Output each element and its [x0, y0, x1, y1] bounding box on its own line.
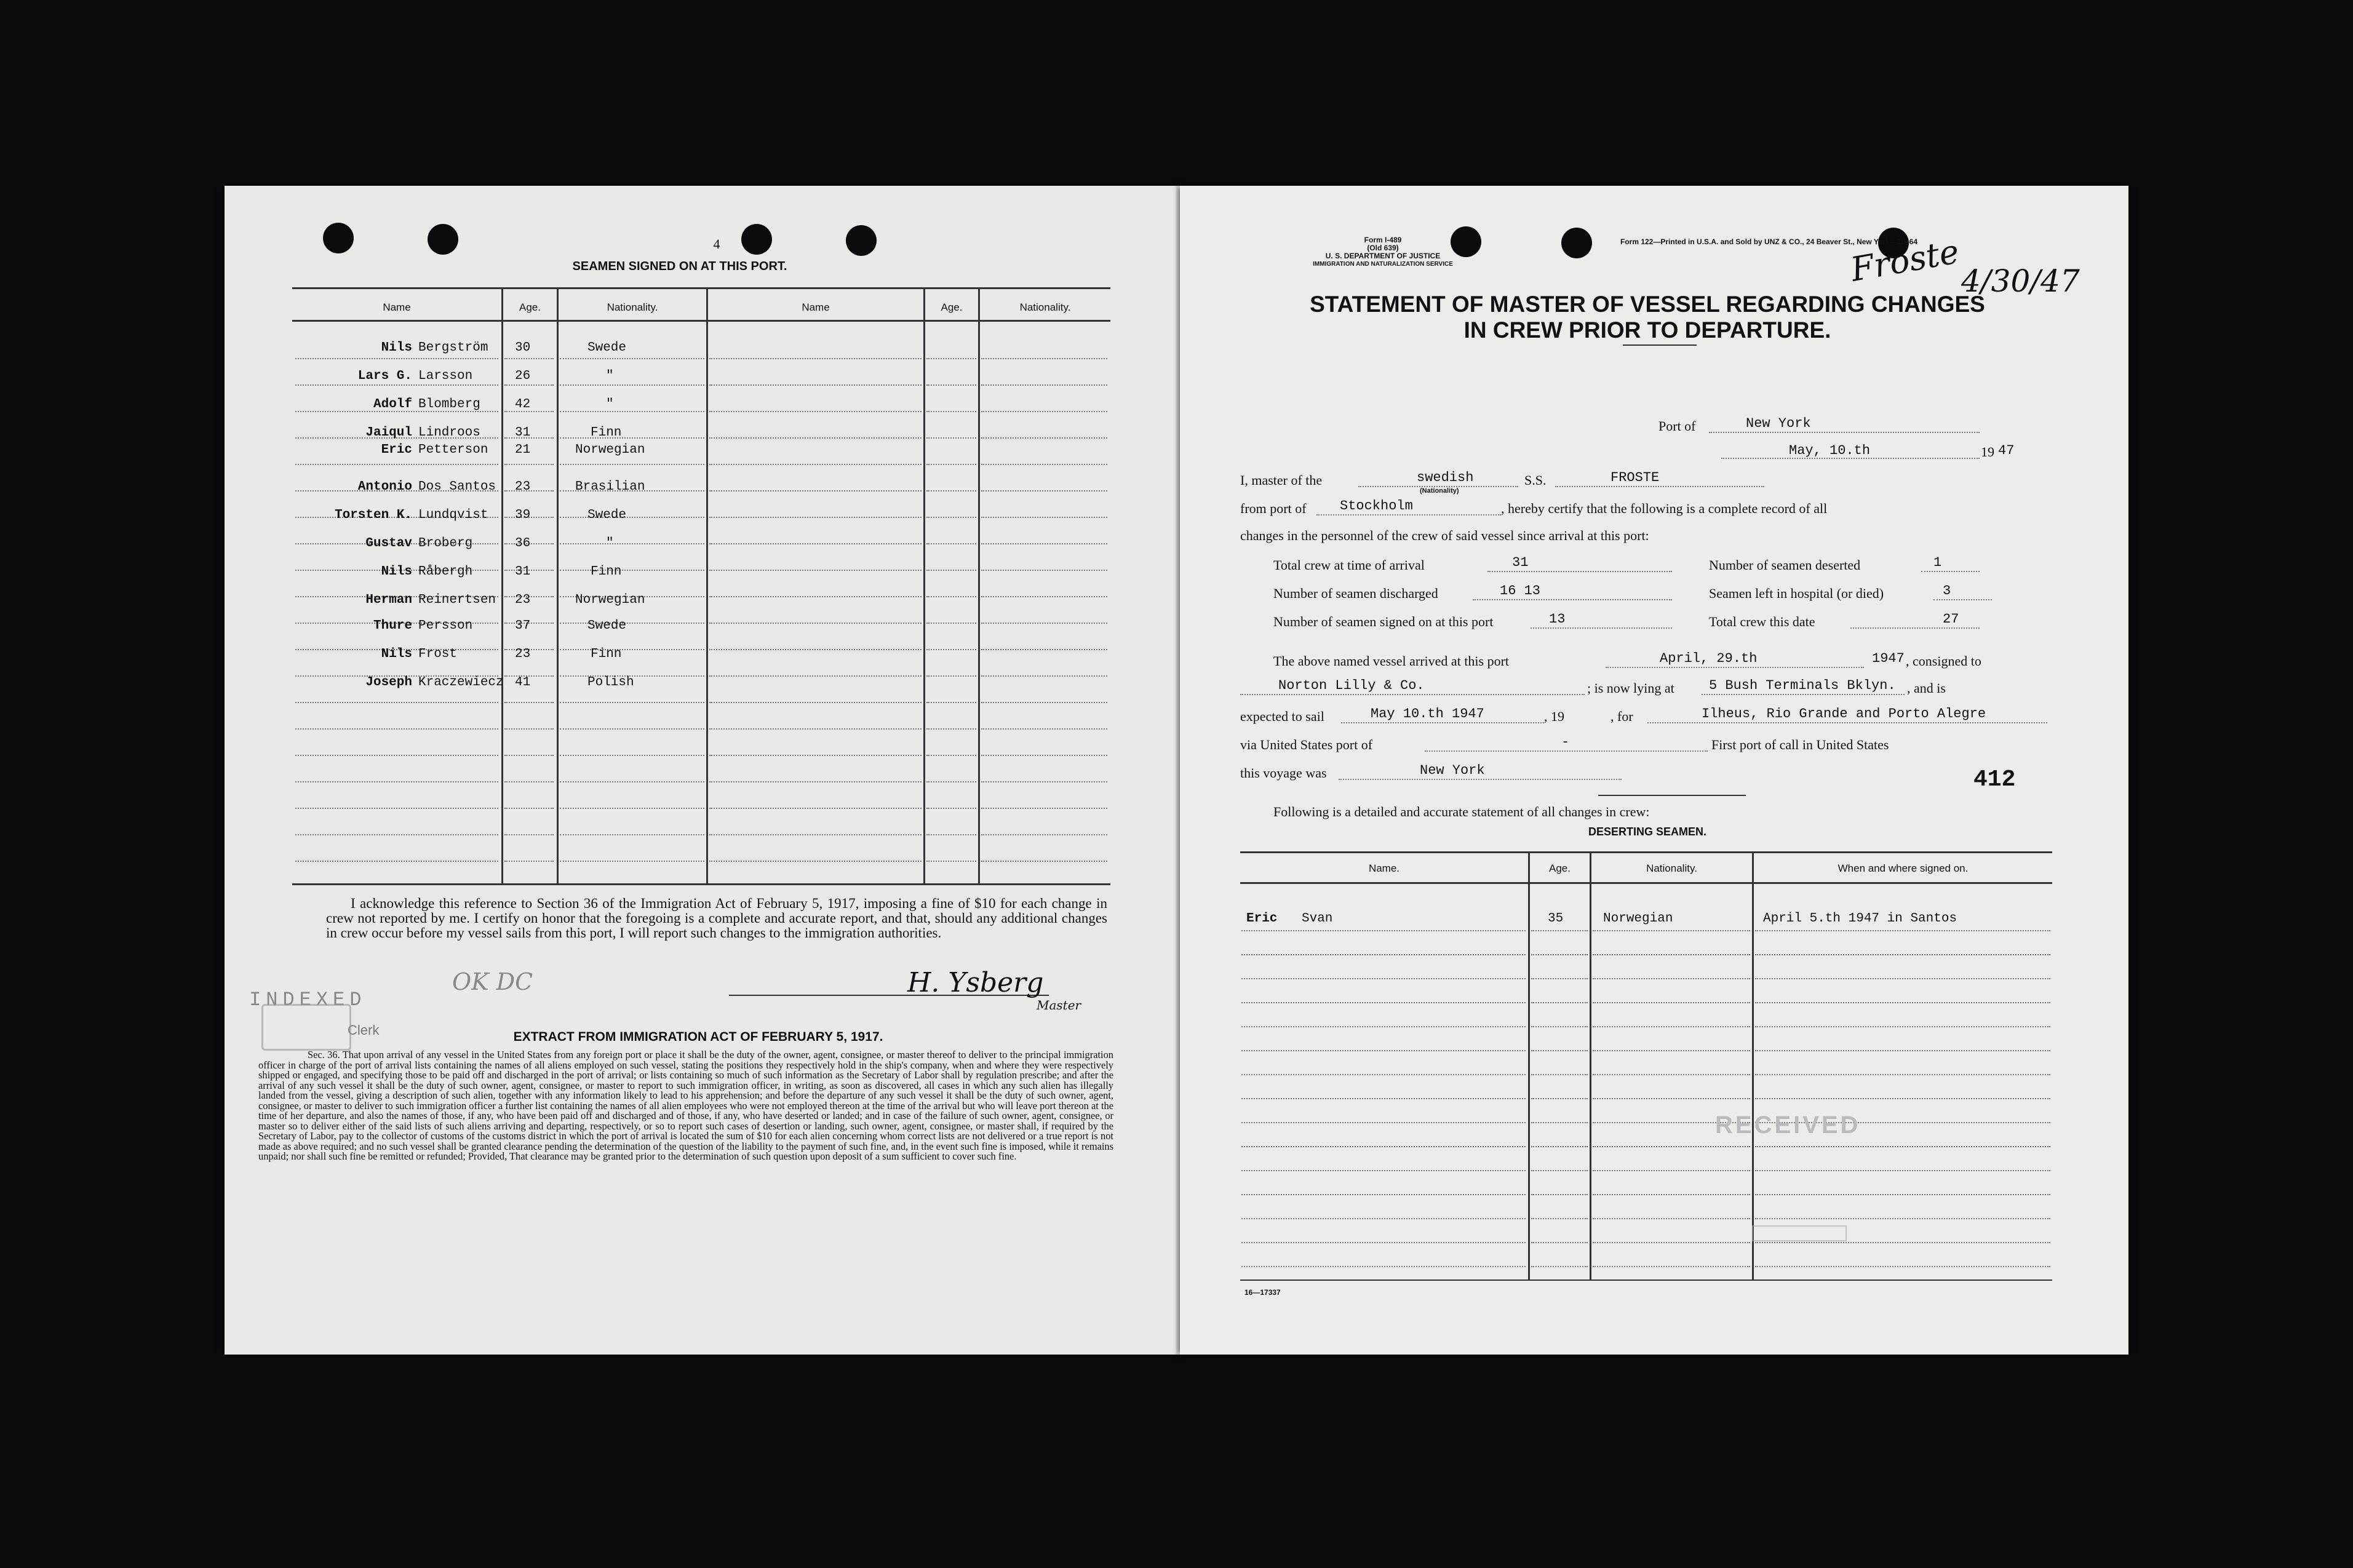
row-rule	[1593, 1218, 1750, 1219]
row-rule	[981, 517, 1107, 518]
separator-rule	[1598, 795, 1746, 796]
row-rule	[560, 861, 704, 862]
table-row: Eric Svan 35 Norwegian April 5.th 1947 in Santos	[1246, 912, 1957, 926]
row-rule	[709, 702, 922, 703]
consigned-label: , consigned to	[1906, 653, 1981, 669]
for-label: , for	[1610, 709, 1633, 724]
list-item: Jaiqul Lindroos 31 Finn	[365, 426, 622, 440]
total-crew-value: 27	[1943, 611, 1959, 627]
row-rule	[926, 543, 976, 544]
row-rule	[981, 702, 1107, 703]
port-line	[1709, 432, 1980, 433]
row-rule	[926, 596, 976, 597]
row-rule	[1755, 978, 2050, 979]
table-top-rule	[292, 287, 1110, 289]
signed-on-label: Number of seamen signed on at this port	[1273, 614, 1494, 629]
arrived-year: 1947	[1872, 651, 1905, 666]
via-line	[1425, 750, 1708, 752]
row-rule	[709, 649, 922, 650]
year-value: 47	[1998, 443, 2015, 458]
list-item: Nils Frost 23 Finn	[381, 647, 622, 661]
voyage-label: this voyage was	[1240, 765, 1327, 781]
row-rule	[1241, 1170, 1526, 1171]
total-arrival-line	[1487, 571, 1672, 572]
and-is-label: , and is	[1907, 680, 1946, 696]
row-rule	[709, 437, 922, 439]
row-rule	[1531, 1002, 1588, 1003]
row-rule	[981, 861, 1107, 862]
row-rule	[1531, 1170, 1588, 1171]
row-rule	[504, 728, 554, 730]
lying-line	[1702, 694, 1905, 695]
row-rule	[1593, 1266, 1750, 1267]
row-rule	[1755, 1146, 2050, 1147]
row-rule	[981, 728, 1107, 730]
row-rule	[981, 464, 1107, 465]
row-rule	[709, 596, 922, 597]
row-rule	[1241, 1218, 1526, 1219]
row-rule	[709, 543, 922, 544]
extract-text: Sec. 36. That upon arrival of any vessel in the United States from any foreign port or place it shall be the duty of the owner, agent, consignee, or master thereof to deliver to the principal immigration officer in charge of the port of arrival lists containing the names of all aliens employed on such vessel, stating the positions they respectively hold in the ship's company, when and where they were respectively shipped or engaged, and specifying those to be paid off and discharged in the port of arrival; or lists containing so much of such information as the Secretary of Labor shall by regulation prescribe; and after the arrival of any such vessel it shall be the duty of such owner, agent, consignee, or master to report to such immigration officer, in writing, as soon as discovered, all cases in which any such alien has illegally landed from the vessel, giving a description of such alien, together with any information likely to lead to his apprehension; and before the departure of any such vessel it shall be the duty of such owner, agent, consignee, or master to deliver to such immigration officer a further list containing the names of all alien employees who were not employed thereon at the time of the arrival but who will leave port thereon at the time of her departure, and also the names of those, if any, who have been paid off and discharged and of those, if any, who have deserted or landed; and in case of the failure of such owner, agent, consignee, or master so to deliver either of the said lists of such aliens arriving and departing, respectively, or so to report such cases of desertion or landing, such owner, agent, consignee, or master shall, if required by the Secretary of Labor, pay to the collector of customs of the customs district in which the port of arrival is located the sum of $10 for each alien concerning whom correct lists are not delivered or a true report is not made as above required; and no such vessel shall be granted clearance pending the determination of the question of the liability to the payment of such fine, and, in the event such fine is imposed, while it remains unpaid; nor shall such fine be remitted or refunded; Provided, That clearance may be granted prior to the determination of such question upon deposit of a sum sufficient to cover such fine.	[258, 1049, 1113, 1162]
row-rule	[709, 728, 922, 730]
master-label: Master	[1037, 998, 1081, 1013]
punch-hole	[741, 224, 772, 255]
voyage-value: New York	[1420, 763, 1485, 778]
acknowledgement-paragraph: I acknowledge this reference to Section 36 of the Immigration Act of February 5, 1917, imposing a fine of $10 for each change in crew not reported by me. I certify on honor that the foregoing is a complete and accurate report, and that, should any additional changes in crew occur before my vessel sails from this port, I will report such changes to the immigration authorities.	[326, 896, 1107, 941]
row-rule	[1531, 1050, 1588, 1051]
deserted-line	[1921, 571, 1980, 572]
port-label: Port of	[1658, 418, 1696, 434]
row-rule	[709, 384, 922, 386]
deserted-value: 1	[1933, 555, 1942, 570]
extract-title: EXTRACT FROM IMMIGRATION ACT OF FEBRUARY 5, 1917.	[513, 1030, 883, 1044]
row-rule	[1755, 1170, 2050, 1171]
deserting-header-rule	[1240, 882, 2052, 884]
row-rule	[560, 755, 704, 756]
row-rule	[926, 834, 976, 835]
row-rule	[295, 755, 498, 756]
nationality-value: swedish	[1417, 470, 1474, 485]
row-rule	[1241, 954, 1526, 955]
row-rule	[1241, 1050, 1526, 1051]
hospital-value: 3	[1943, 583, 1951, 599]
header-name: Name	[383, 301, 411, 313]
row-rule	[926, 464, 976, 465]
clerk-stamp	[261, 1004, 351, 1051]
header-nationality-2: Nationality.	[1019, 301, 1071, 313]
row-rule	[926, 702, 976, 703]
list-item: Joseph Kraczewiecz 41 Polish	[365, 675, 634, 690]
row-rule	[981, 411, 1107, 412]
row-rule	[504, 755, 554, 756]
certify-text: , hereby certify that the following is a complete record of all	[1501, 501, 1828, 516]
row-rule	[1241, 1194, 1526, 1195]
row-rule	[926, 675, 976, 677]
row-rule	[1531, 1098, 1588, 1099]
deserting-top-rule	[1240, 851, 2052, 853]
row-rule	[295, 834, 498, 835]
row-rule	[709, 358, 922, 359]
voyage-line	[1339, 779, 1622, 780]
list-item: Herman Reinertsen 23 Norwegian	[365, 593, 645, 607]
row-rule	[1593, 1050, 1750, 1051]
row-rule	[1241, 1266, 1526, 1267]
row-rule	[709, 781, 922, 782]
row-rule	[926, 808, 976, 809]
row-rule	[981, 834, 1107, 835]
header-age: Age.	[519, 301, 541, 313]
row-rule	[1755, 1002, 2050, 1003]
row-rule	[926, 358, 976, 359]
row-rule	[981, 596, 1107, 597]
deserting-header-name: Name.	[1368, 862, 1400, 874]
row-rule	[981, 808, 1107, 809]
handwritten-vessel-name: Froste	[1847, 232, 1962, 289]
row-rule	[560, 702, 704, 703]
row-rule	[926, 384, 976, 386]
date-value: May, 10.th	[1789, 443, 1871, 458]
master-of-label: I, master of the	[1240, 472, 1323, 488]
via-value: -	[1561, 734, 1570, 750]
punch-hole	[846, 225, 877, 256]
row-rule	[1593, 1242, 1750, 1243]
row-rule	[926, 649, 976, 650]
row-rule	[1531, 1218, 1588, 1219]
printer-line: Form 122—Printed in U.S.A. and Sold by UNZ & CO., 24 Beaver St., New York—20464	[1620, 237, 1918, 246]
row-rule	[709, 808, 922, 809]
row-rule	[1593, 1098, 1750, 1099]
row-rule	[981, 649, 1107, 650]
row-rule	[1755, 1026, 2050, 1027]
row-rule	[981, 437, 1107, 439]
row-rule	[1755, 1218, 2050, 1219]
row-rule	[1593, 978, 1750, 979]
punch-hole	[428, 224, 458, 255]
row-rule	[1531, 1122, 1588, 1123]
row-rule	[926, 755, 976, 756]
row-rule	[1241, 978, 1526, 979]
row-rule	[709, 411, 922, 412]
ss-label: S.S.	[1524, 472, 1547, 488]
left-page	[225, 186, 1180, 1355]
consignee-value: Norton Lilly & Co.	[1278, 678, 1425, 693]
row-rule	[709, 623, 922, 624]
total-arrival-label: Total crew at time of arrival	[1273, 557, 1425, 573]
hospital-label: Seamen left in hospital (or died)	[1709, 586, 1884, 601]
row-rule	[1531, 930, 1588, 931]
sail-value: May 10.th 1947	[1371, 706, 1484, 722]
header-nationality: Nationality.	[607, 301, 658, 313]
clerk-label: Clerk	[348, 1022, 380, 1038]
right-page	[1180, 186, 2128, 1355]
row-rule	[295, 808, 498, 809]
row-rule	[1531, 1194, 1588, 1195]
deserting-header-nationality: Nationality.	[1646, 862, 1697, 874]
row-rule	[1241, 1242, 1526, 1243]
row-rule	[1755, 930, 2050, 931]
row-rule	[504, 702, 554, 703]
row-rule	[926, 728, 976, 730]
from-port-label: from port of	[1240, 501, 1307, 516]
row-rule	[1241, 1074, 1526, 1075]
row-rule	[926, 570, 976, 571]
row-rule	[1241, 930, 1526, 931]
row-rule	[1241, 1098, 1526, 1099]
lying-value: 5 Bush Terminals Bklyn.	[1709, 678, 1896, 693]
table-bottom-rule	[292, 883, 1110, 885]
from-port-line	[1316, 514, 1501, 515]
row-rule	[926, 490, 976, 491]
row-rule	[926, 623, 976, 624]
clerk-initials: OK DC	[452, 968, 533, 995]
deserting-header-age: Age.	[1549, 862, 1571, 874]
row-rule	[1593, 1146, 1750, 1147]
row-rule	[709, 517, 922, 518]
column-divider	[923, 287, 925, 885]
consignee-line	[1240, 694, 1585, 695]
following-text: Following is a detailed and accurate statement of all changes in crew:	[1273, 804, 1650, 819]
row-rule	[295, 702, 498, 703]
stamp-number: 412	[1973, 766, 2016, 793]
row-rule	[981, 781, 1107, 782]
table-header-rule	[292, 320, 1110, 322]
first-port-label: First port of call in United States	[1711, 737, 1889, 752]
indexed-stamp: INDEXED	[249, 989, 367, 1011]
row-rule	[709, 464, 922, 465]
sail-label: expected to sail	[1240, 709, 1324, 724]
sail-year-prefix: , 19	[1544, 709, 1564, 724]
arrived-label: The above named vessel arrived at this port	[1273, 653, 1510, 669]
row-rule	[1755, 1194, 2050, 1195]
nationality-caption: (Nationality)	[1420, 487, 1459, 495]
deserting-bottom-rule	[1240, 1279, 2052, 1281]
discharged-value: 16 13	[1500, 583, 1541, 599]
handwritten-date: 4/30/47	[1961, 263, 2080, 299]
row-rule	[295, 861, 498, 862]
hospital-line	[1933, 599, 1992, 600]
deserting-title: DESERTING SEAMEN.	[1588, 826, 1707, 838]
destination-value: Ilheus, Rio Grande and Porto Alegre	[1702, 706, 1986, 722]
row-rule	[1593, 1002, 1750, 1003]
row-rule	[504, 781, 554, 782]
changes-text: changes in the personnel of the crew of said vessel since arrival at this port:	[1240, 528, 1649, 543]
row-rule	[1755, 1050, 2050, 1051]
list-item: Eric Petterson 21 Norwegian	[381, 443, 645, 457]
punch-hole	[323, 223, 354, 253]
page-number: 4	[713, 236, 720, 252]
row-rule	[295, 464, 498, 465]
row-rule	[981, 543, 1107, 544]
stamp-box	[1752, 1225, 1847, 1241]
row-rule	[1531, 978, 1588, 979]
via-label: via United States port of	[1240, 737, 1373, 752]
list-item: Nils Råbergh 31 Finn	[381, 565, 622, 579]
master-signature: H. Ysberg	[907, 967, 1044, 998]
deserted-label: Number of seamen deserted	[1709, 557, 1861, 573]
signed-on-line	[1531, 627, 1672, 629]
row-rule	[1241, 1122, 1526, 1123]
header-age-2: Age.	[941, 301, 963, 313]
row-rule	[926, 517, 976, 518]
signed-on-value: 13	[1549, 611, 1566, 627]
header-name-2: Name	[802, 301, 830, 313]
row-rule	[981, 623, 1107, 624]
row-rule	[1593, 930, 1750, 931]
vessel-name: FROSTE	[1610, 470, 1660, 485]
punch-hole	[1561, 228, 1592, 258]
list-item: Nils Bergström 30 Swede	[381, 341, 627, 355]
row-rule	[709, 834, 922, 835]
row-rule	[560, 808, 704, 809]
row-rule	[1755, 1266, 2050, 1267]
row-rule	[709, 755, 922, 756]
lying-label: ; is now lying at	[1587, 680, 1674, 696]
total-arrival-value: 31	[1512, 555, 1529, 570]
row-rule	[1755, 1242, 2050, 1243]
row-rule	[709, 490, 922, 491]
arrived-date: April, 29.th	[1660, 651, 1758, 666]
row-rule	[709, 675, 922, 677]
list-item: Gustav Broberg 36 "	[365, 536, 614, 551]
row-rule	[1531, 954, 1588, 955]
row-rule	[560, 834, 704, 835]
row-rule	[709, 861, 922, 862]
statement-title: STATEMENT OF MASTER OF VESSEL REGARDING CHANGES IN CREW PRIOR TO DEPARTURE.	[1310, 292, 1985, 343]
row-rule	[1531, 1146, 1588, 1147]
row-rule	[1241, 1026, 1526, 1027]
row-rule	[1531, 1026, 1588, 1027]
row-rule	[560, 464, 704, 465]
row-rule	[295, 781, 498, 782]
arrived-line	[1606, 667, 1864, 668]
row-rule	[926, 781, 976, 782]
discharged-label: Number of seamen discharged	[1273, 586, 1438, 601]
list-item: Adolf Blomberg 42 "	[373, 397, 614, 412]
row-rule	[926, 411, 976, 412]
total-crew-line	[1850, 627, 1980, 629]
row-rule	[1241, 1146, 1526, 1147]
row-rule	[709, 570, 922, 571]
from-port-value: Stockholm	[1340, 498, 1413, 514]
row-rule	[1755, 1098, 2050, 1099]
row-rule	[926, 437, 976, 439]
title-underline	[1623, 344, 1697, 346]
row-rule	[1593, 1194, 1750, 1195]
form-number: Form I-489 (Old 639) U. S. DEPARTMENT OF JUSTICE IMMIGRATION AND NATURALIZATION SERVICE	[1313, 236, 1453, 268]
list-item: Antonio Dos Santos 23 Brasilian	[357, 480, 645, 494]
row-rule	[981, 675, 1107, 677]
row-rule	[504, 861, 554, 862]
column-divider	[978, 287, 980, 885]
row-rule	[1531, 1074, 1588, 1075]
row-rule	[1755, 954, 2050, 955]
row-rule	[504, 808, 554, 809]
row-rule	[981, 358, 1107, 359]
row-rule	[981, 490, 1107, 491]
row-rule	[1755, 1074, 2050, 1075]
row-rule	[1531, 1242, 1588, 1243]
row-rule	[1593, 954, 1750, 955]
list-item: Thure Persson 37 Swede	[373, 619, 627, 633]
discharged-line	[1473, 599, 1672, 600]
row-rule	[1593, 1170, 1750, 1171]
destination-line	[1647, 722, 2047, 723]
received-stamp: RECEIVED	[1715, 1112, 1861, 1139]
row-rule	[981, 384, 1107, 386]
row-rule	[926, 861, 976, 862]
list-item: Torsten K. Lundqvist 39 Swede	[334, 508, 627, 522]
port-value: New York	[1746, 416, 1811, 431]
list-item: Lars G. Larsson 26 "	[357, 369, 614, 383]
footer-code: 16—17337	[1244, 1288, 1281, 1297]
year-prefix: 19	[1981, 444, 1994, 460]
row-rule	[1593, 1026, 1750, 1027]
row-rule	[504, 834, 554, 835]
sail-line	[1341, 722, 1544, 723]
row-rule	[1241, 1002, 1526, 1003]
total-crew-label: Total crew this date	[1709, 614, 1815, 629]
row-rule	[1531, 1266, 1588, 1267]
row-rule	[1593, 1074, 1750, 1075]
row-rule	[560, 781, 704, 782]
deserting-header-signed: When and where signed on.	[1837, 862, 1969, 874]
seamen-signed-title: SEAMEN SIGNED ON AT THIS PORT.	[572, 260, 787, 273]
row-rule	[981, 570, 1107, 571]
vessel-name-line	[1555, 486, 1764, 487]
row-rule	[560, 728, 704, 730]
row-rule	[295, 728, 498, 730]
row-rule	[981, 755, 1107, 756]
row-rule	[504, 464, 554, 465]
